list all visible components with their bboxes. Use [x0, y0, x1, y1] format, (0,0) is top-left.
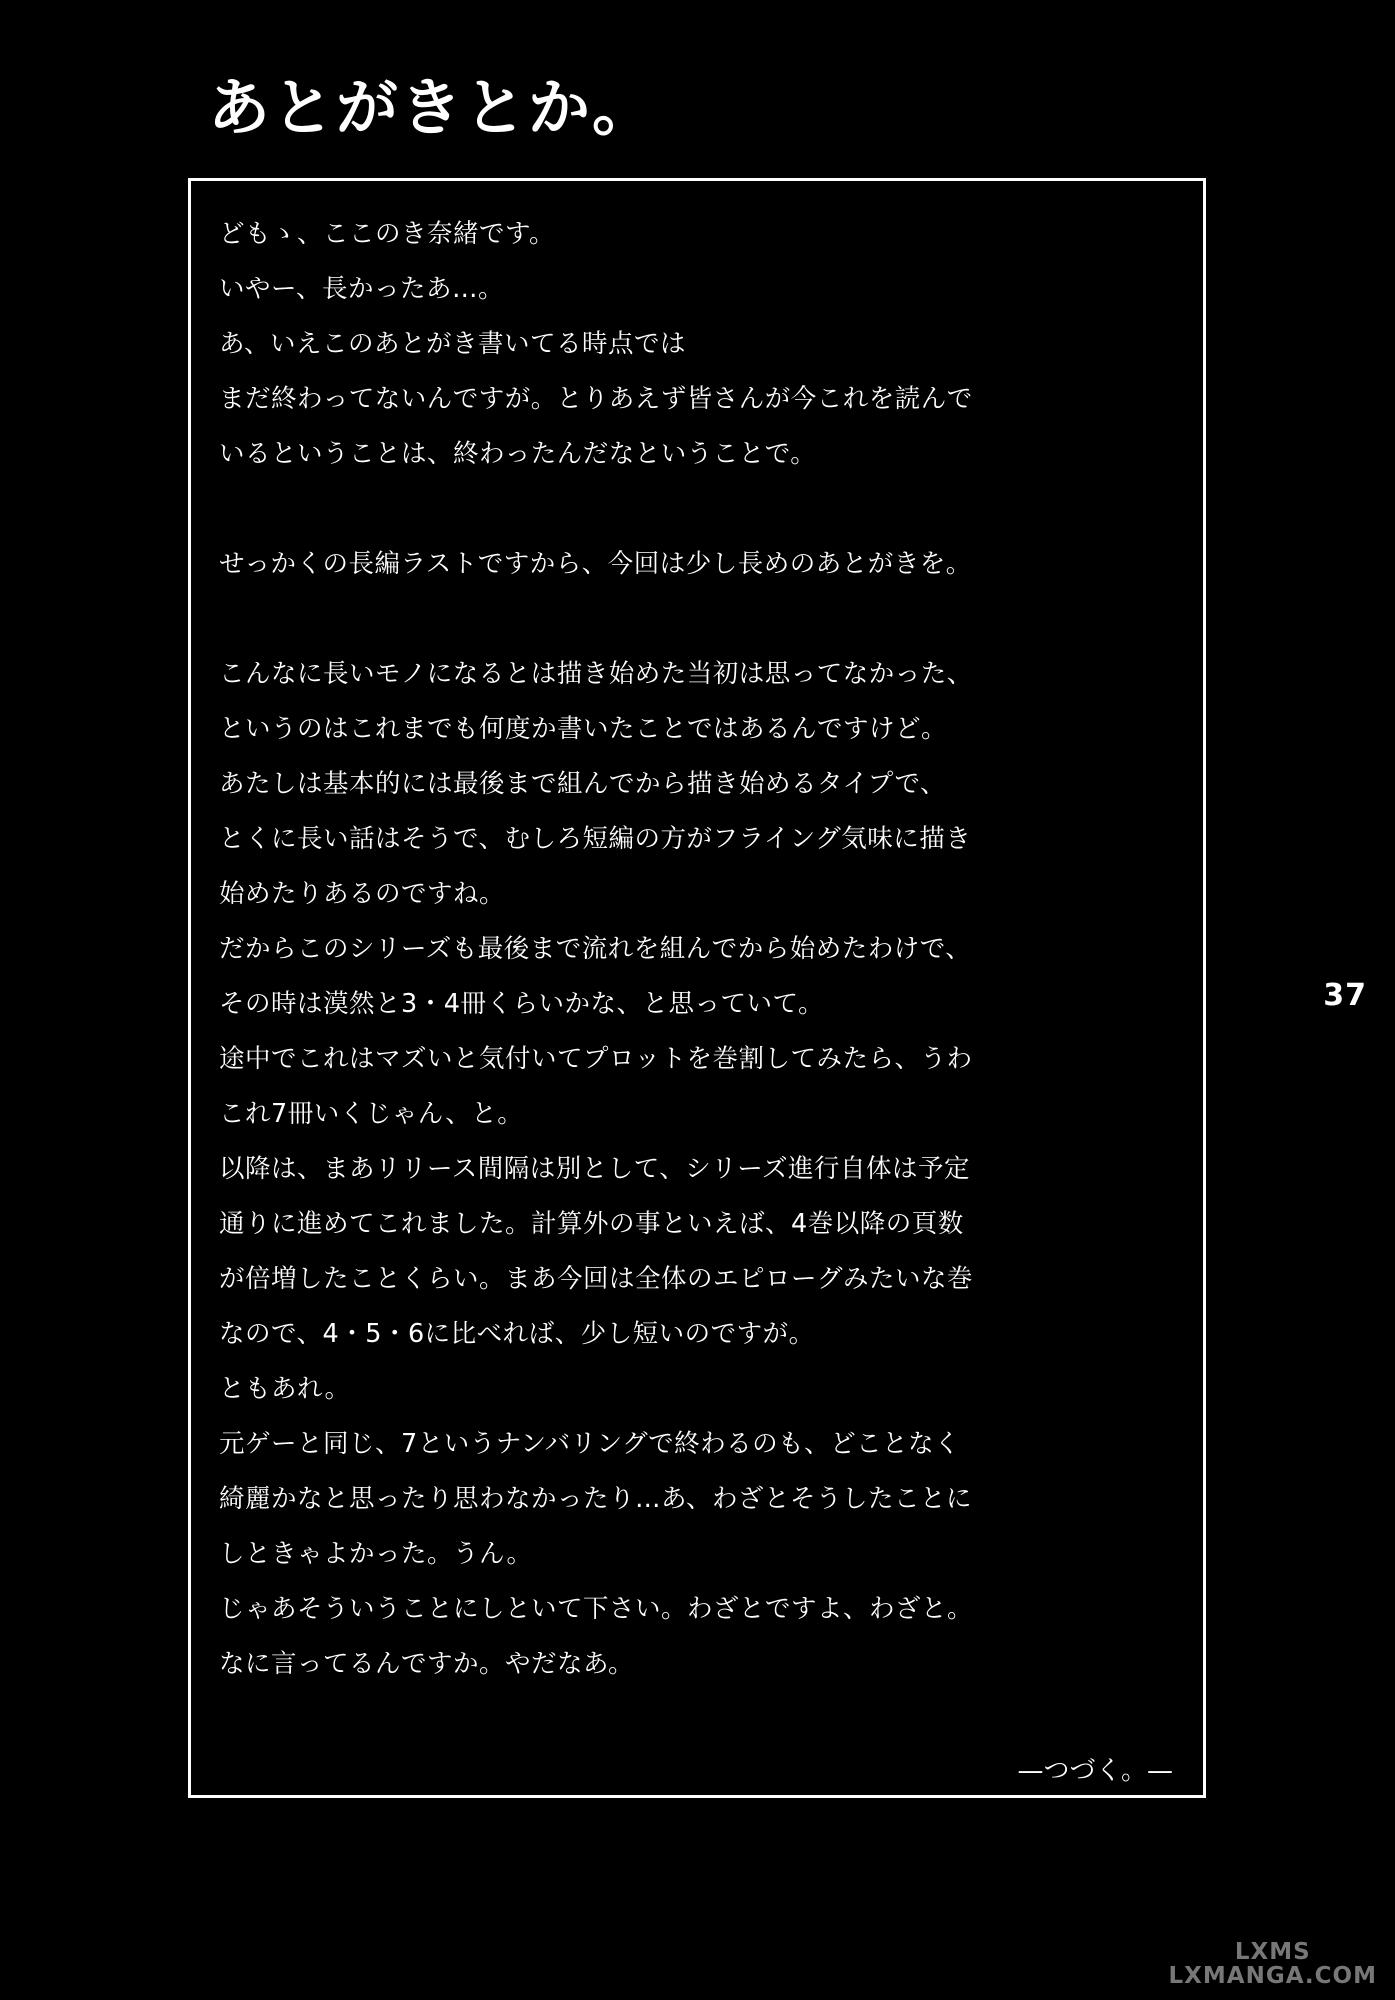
- afterword-line: 綺麗かなと思ったり思わなかったり…あ、わざとそうしたことに: [219, 1484, 972, 1514]
- continued-note: —つづく。—: [1017, 1756, 1173, 1786]
- page-title: あとがきとか。: [208, 71, 657, 144]
- afterword-line: 以降は、まあリリース間隔は別として、シリーズ進行自体は予定: [219, 1154, 970, 1184]
- afterword-line: とくに長い話はそうで、むしろ短編の方がフライング気味に描き: [219, 824, 972, 854]
- afterword-line: いやー、長かったあ…。: [219, 274, 504, 304]
- page-number: 37: [1323, 978, 1367, 1013]
- afterword-line: しときゃよかった。うん。: [219, 1539, 533, 1569]
- afterword-line: なので、4・5・6に比べれば、少し短いのですが。: [219, 1319, 815, 1349]
- afterword-line: あたしは基本的には最後まで組んでから描き始めるタイプで、: [219, 769, 946, 799]
- afterword-line: あ、いえこのあとがき書いてる時点では: [219, 329, 686, 359]
- paragraph-spacer: [219, 482, 1179, 537]
- afterword-line: せっかくの長編ラストですから、今回は少し長めのあとがきを。: [219, 549, 972, 579]
- afterword-line: なに言ってるんですか。やだなあ。: [219, 1649, 634, 1679]
- afterword-line: ともあれ。: [219, 1374, 351, 1404]
- afterword-line: 途中でこれはマズいと気付いてプロットを巻割してみたら、うわ: [219, 1044, 973, 1074]
- afterword-frame: [188, 178, 1206, 1798]
- watermark-line-2: LXMANGA.COM: [1168, 1962, 1377, 1989]
- afterword-line: どもゝ、ここのき奈緒です。: [219, 219, 555, 249]
- afterword-line: まだ終わってないんですが。とりあえず皆さんが今これを読んで: [219, 384, 973, 414]
- afterword-line: だからこのシリーズも最後まで流れを組んでから始めたわけで、: [219, 934, 972, 964]
- afterword-line: その時は漠然と3・4冊くらいかな、と思っていて。: [219, 989, 824, 1019]
- afterword-line: 始めたりあるのですね。: [219, 879, 506, 909]
- afterword-line: じゃあそういうことにしといて下さい。わざとですよ、わざと。: [219, 1594, 974, 1624]
- afterword-line: 元ゲーと同じ、7というナンバリングで終わるのも、どことなく: [219, 1429, 961, 1459]
- afterword-body: [219, 207, 1179, 1692]
- paragraph-spacer: [219, 592, 1179, 647]
- afterword-line: これ7冊いくじゃん、と。: [219, 1099, 524, 1129]
- afterword-line: こんなに長いモノになるとは描き始めた当初は思ってなかった、: [219, 659, 973, 689]
- site-watermark: [1169, 1940, 1378, 1988]
- watermark-line-1: LXMS: [1234, 1938, 1311, 1965]
- afterword-line: が倍増したことくらい。まあ今回は全体のエピローグみたいな巻: [219, 1264, 974, 1294]
- afterword-line: というのはこれまでも何度か書いたことではあるんですけど。: [219, 714, 948, 744]
- afterword-line: いるということは、終わったんだなということで。: [219, 439, 817, 469]
- afterword-line: 通りに進めてこれました。計算外の事といえば、4巻以降の頁数: [219, 1209, 964, 1239]
